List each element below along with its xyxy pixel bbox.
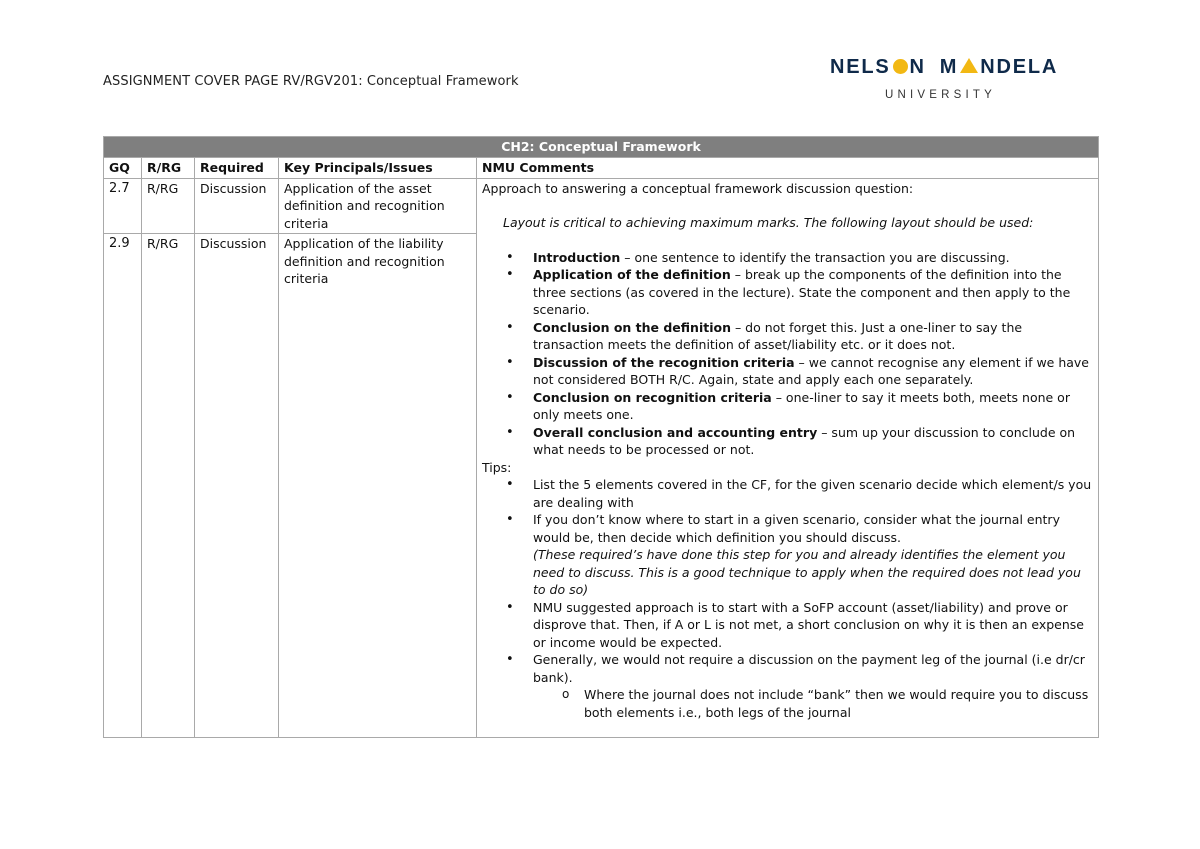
list-item [533, 651, 1093, 721]
cell-rrg: R/RG [142, 178, 195, 234]
section-title: CH2: Conceptual Framework [104, 137, 1099, 158]
cell-rrg: R/RG [142, 234, 195, 738]
page-header-title: ASSIGNMENT COVER PAGE RV/RGV201: Conceptual Framework [103, 74, 519, 89]
sub-list [533, 686, 1093, 721]
table-row [104, 178, 1099, 234]
university-logo [830, 56, 1075, 106]
cell-key-principals: Application of the liability definition and recognition criteria [279, 234, 477, 738]
logo-text-nels: NELS [830, 56, 891, 78]
logo-text-m: M [939, 56, 959, 78]
list-item-heading: Application of the definition [533, 267, 731, 282]
list-item-text: – do not forget this. Just a one-liner to say the transaction meets the definition of asset/liability etc. or it does not. [533, 319, 1023, 352]
cell-key-principals: Application of the asset definition and recognition criteria [279, 178, 477, 234]
list-item [533, 389, 1093, 424]
logo-subtitle: UNIVERSITY [885, 89, 997, 101]
list-item-heading: Conclusion on the definition [533, 319, 731, 335]
column-header-rrg: R/RG [142, 158, 195, 179]
list-item-text: – one sentence to identify the transaction you are discussing. [620, 249, 1010, 265]
list-item-note: (These required’s have done this step for you and already identifies the element you need to discuss. This is a good technique to apply when the required does not lead you to do so) [533, 547, 1081, 597]
list-item-heading: Discussion of the recognition criteria [533, 354, 795, 370]
cell-gq: 2.7 [104, 178, 142, 234]
cell-gq: 2.9 [104, 234, 142, 738]
list-item-text: Generally, we would not require a discussion on the payment leg of the journal (i.e dr/cr bank). [533, 652, 1085, 685]
cell-required: Discussion [195, 234, 279, 738]
section-header-row [104, 137, 1099, 158]
tips-list [482, 476, 1093, 721]
column-header-required: Required [195, 158, 279, 179]
comments-layout-note: Layout is critical to achieving maximum marks. The following layout should be used: [503, 215, 1034, 230]
list-item-text: If you don’t know where to start in a given scenario, consider what the journal entry would be, then decide which definition you should discuss. [533, 512, 1060, 545]
column-header-gq: GQ [104, 158, 142, 179]
list-item-text: – we cannot recognise any element if we have not considered BOTH R/C. Again, state and apply each one separately. [533, 354, 1090, 387]
cell-required: Discussion [195, 178, 279, 234]
list-item: • NMU suggested approach is to start with a SoFP account (asset/liability) and prove or disprove that. Then, if A or L is not met, a short conclusion on why it is then an expense or income would be expected. [533, 599, 1093, 652]
column-header-key-principals: Key Principals/Issues [279, 158, 477, 179]
list-item [533, 354, 1093, 389]
list-item-heading: Overall conclusion and accounting entry [533, 424, 818, 440]
list-item-text: – break up the components of the definition into the three sections (as covered in the lecture). State the component and then apply to the scenario. [533, 267, 1071, 317]
column-header-row [104, 158, 1099, 179]
logo-mountain-icon [960, 58, 978, 73]
list-item-heading: Introduction [533, 249, 621, 265]
list-item-heading: Conclusion on recognition criteria [533, 389, 772, 405]
list-item [533, 511, 1093, 599]
list-item [533, 266, 1093, 319]
comments-intro: Approach to answering a conceptual framework discussion question: [482, 180, 914, 196]
logo-text-ndela: NDELA [980, 56, 1059, 78]
logo-wordmark [830, 56, 1058, 79]
list-item [533, 424, 1093, 459]
list-item [533, 249, 1093, 267]
sub-list-item: o Where the journal does not include “bank” then we would require you to discuss both elements i.e., both legs of the journal [584, 686, 1093, 721]
tips-label: Tips: [482, 459, 512, 475]
logo-sun-icon [893, 59, 908, 74]
list-item-text: – one-liner to say it meets both, meets none or only meets one. [533, 389, 1070, 422]
conceptual-framework-table [103, 136, 1099, 738]
cell-nmu-comments [477, 178, 1099, 738]
list-item-text: – sum up your discussion to conclude on what needs to be processed or not. [533, 424, 1076, 457]
list-item [533, 319, 1093, 354]
list-item: • List the 5 elements covered in the CF, for the given scenario decide which element/s you are dealing with [533, 476, 1093, 511]
column-header-nmu-comments: NMU Comments [477, 158, 1099, 179]
layout-list [482, 249, 1093, 459]
logo-text-n: N [909, 56, 926, 78]
